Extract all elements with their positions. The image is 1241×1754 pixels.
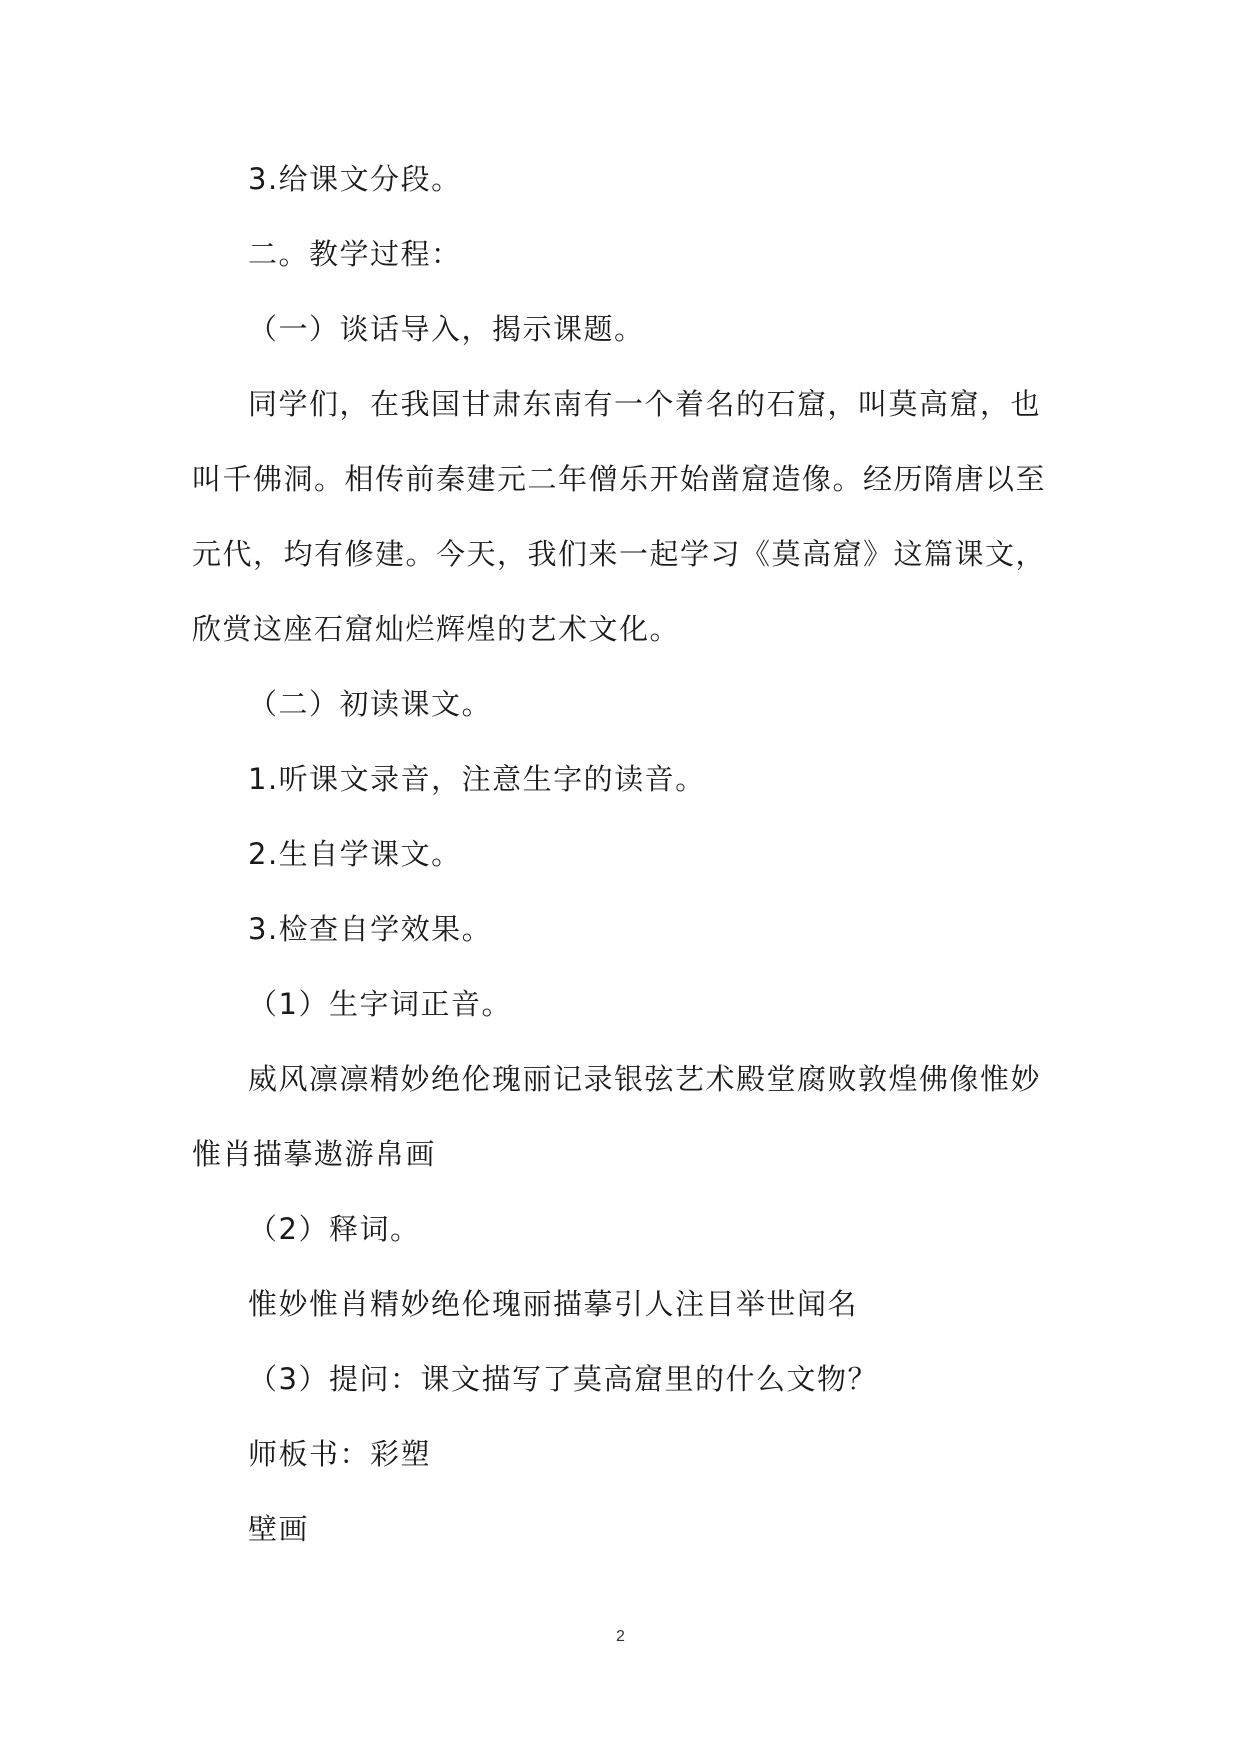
vocabulary-list: 威风凛凛精妙绝伦瑰丽记录银弦艺术殿堂腐败敦煌佛像惟妙惟肖描摹遨游帛画 bbox=[192, 1062, 1042, 1171]
section-first-reading-heading: （二）初读课文。 bbox=[248, 687, 493, 721]
paragraph-intro: 同学们，在我国甘肃东南有一个着名的石窟，叫莫高窟，也叫千佛洞。相传前秦建元二年僧乐开始凿窟造像。经历隋唐以至元代，均有修建。今天，我们来一起学习《莫高窟》这篇课文，欣赏这座石窟灿烂辉煌的艺术文化。 bbox=[192, 387, 1047, 646]
explained-words-list: 惟妙惟肖精妙绝伦瑰丽描摹引人注目举世闻名 bbox=[248, 1287, 859, 1321]
heading-teaching-process: 二。教学过程： bbox=[248, 237, 462, 271]
document-body bbox=[192, 142, 1052, 1567]
blackboard-note: 师板书：彩塑 bbox=[248, 1437, 432, 1471]
subitem-question: （3）提问：课文描写了莫高窟里的什么文物？ bbox=[248, 1362, 878, 1396]
subitem-pronunciation: （1）生字词正音。 bbox=[248, 987, 512, 1021]
page-number: 2 bbox=[616, 1628, 625, 1645]
subitem-explain-words: （2）释词。 bbox=[248, 1212, 421, 1246]
section-intro-heading: （一）谈话导入，揭示课题。 bbox=[248, 312, 645, 346]
list-item-check: 3.检查自学效果。 bbox=[248, 912, 493, 946]
list-item-listen: 1.听课文录音，注意生字的读音。 bbox=[248, 762, 706, 796]
paragraph-divide-text: 3.给课文分段。 bbox=[248, 162, 462, 196]
blackboard-note-murals: 壁画 bbox=[248, 1512, 310, 1546]
list-item-self-study: 2.生自学课文。 bbox=[248, 837, 462, 871]
